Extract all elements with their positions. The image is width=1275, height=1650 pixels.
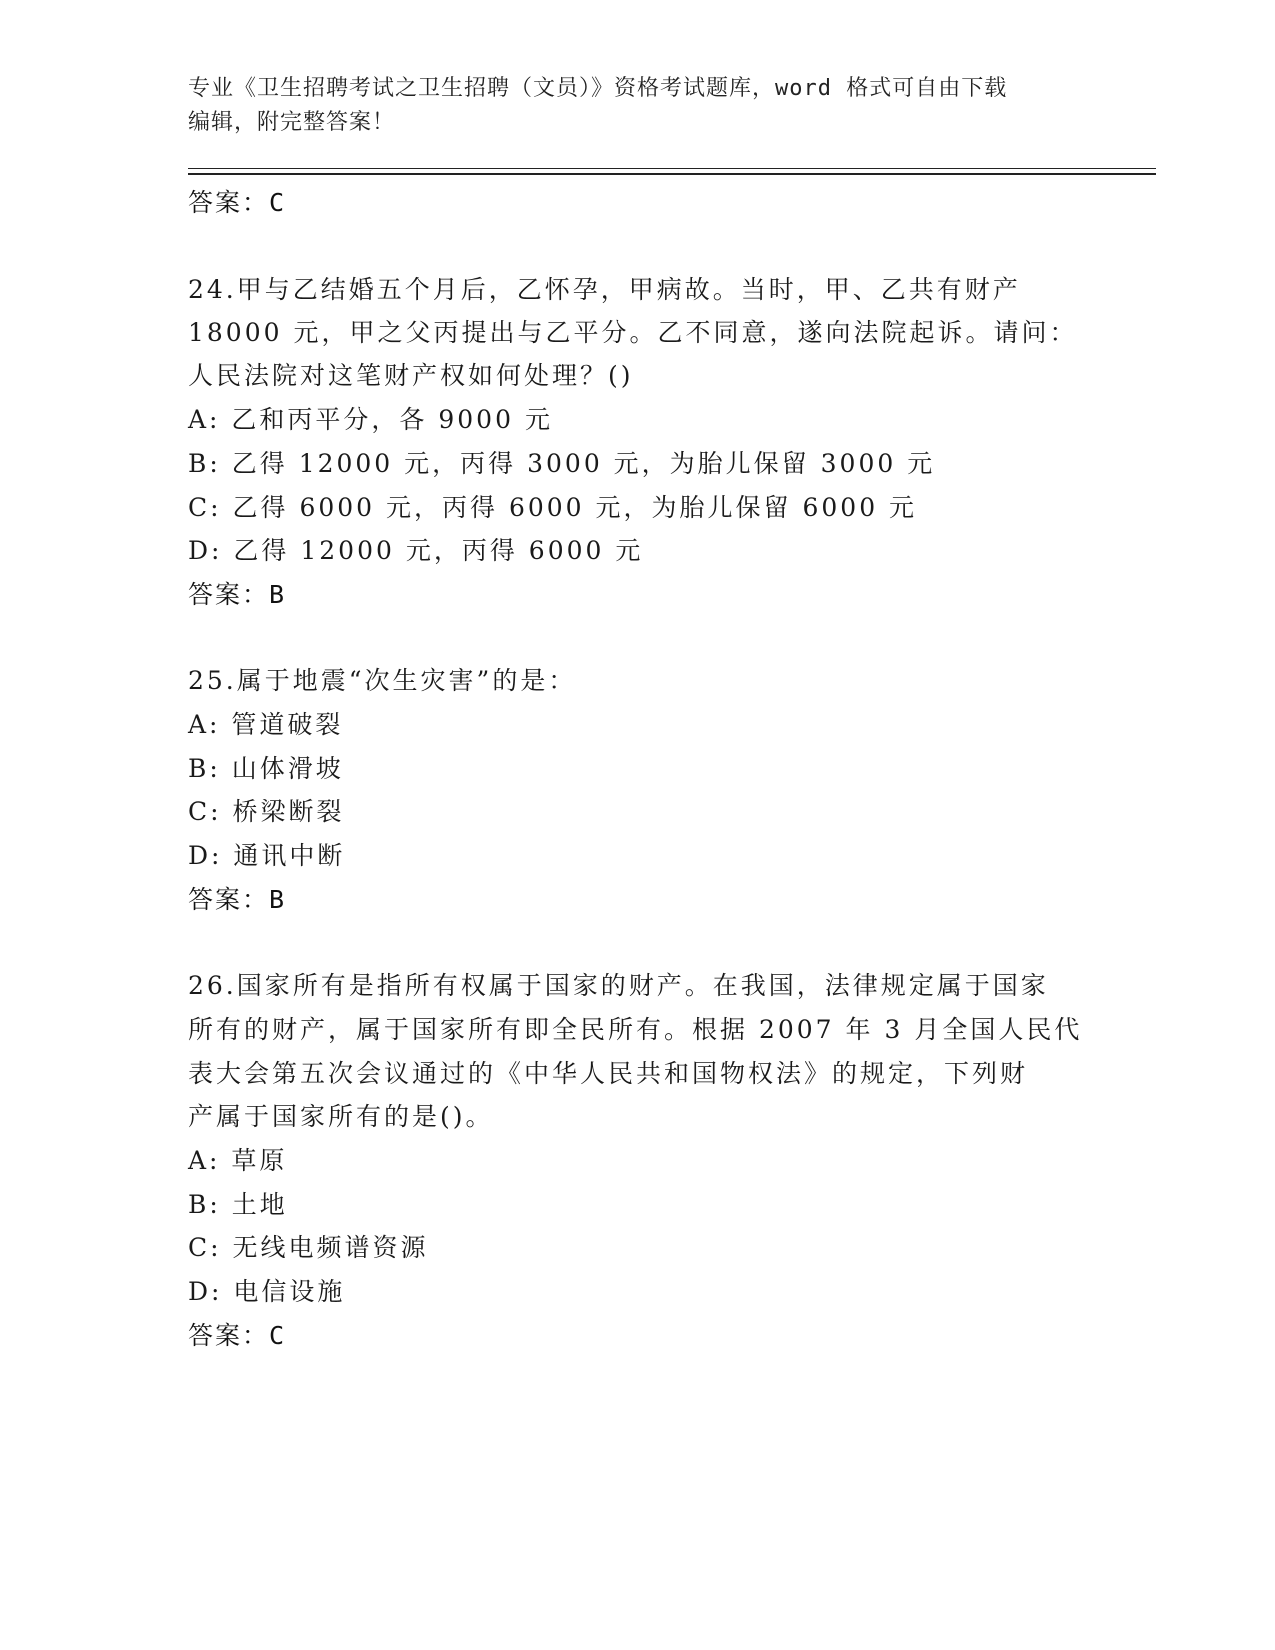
q25-answer: 答案：B [188, 885, 287, 914]
q26-option-c: C: 无线电频谱资源 [188, 1233, 429, 1262]
q25-option-d: D: 通讯中断 [188, 841, 346, 870]
q26-stem-line-4: 产属于国家所有的是()。 [188, 1102, 494, 1131]
q26-option-a: A: 草原 [188, 1146, 288, 1175]
page-header [188, 72, 1088, 140]
q25-option-b: B: 山体滑坡 [188, 754, 344, 783]
header-line-2: 编辑，附完整答案！ [188, 110, 396, 135]
q25-option-a: A: 管道破裂 [188, 710, 344, 739]
q24-option-a: A: 乙和丙平分，各 9000 元 [188, 405, 553, 434]
q25-option-c: C: 桥梁断裂 [188, 797, 345, 826]
q24-answer: 答案：B [188, 580, 287, 609]
q26-option-d: D: 电信设施 [188, 1277, 346, 1306]
answer-prev: 答案：C [188, 188, 287, 217]
q25-stem-line-1: 25.属于地震“次生灾害”的是： [188, 666, 577, 695]
q26-answer: 答案：C [188, 1321, 287, 1350]
header-line-1: 专业《卫生招聘考试之卫生招聘（文员）》资格考试题库，word 格式可自由下载 [188, 76, 1008, 101]
q26-stem-line-2: 所有的财产，属于国家所有即全民所有。根据 2007 年 3 月全国人民代 [188, 1015, 1083, 1044]
q24-option-c: C: 乙得 6000 元，丙得 6000 元，为胎儿保留 6000 元 [188, 493, 918, 522]
q26-stem-line-3: 表大会第五次会议通过的《中华人民共和国物权法》的规定，下列财 [188, 1059, 1029, 1088]
q24-stem-line-3: 人民法院对这笔财产权如何处理？() [188, 361, 634, 390]
q26-option-b: B: 土地 [188, 1190, 288, 1219]
q24-option-d: D: 乙得 12000 元，丙得 6000 元 [188, 536, 644, 565]
q24-stem-line-2: 18000 元，甲之父丙提出与乙平分。乙不同意，遂向法院起诉。请问： [188, 318, 1078, 347]
header-rule-bottom [188, 173, 1156, 175]
q26-stem-line-1: 26.国家所有是指所有权属于国家的财产。在我国，法律规定属于国家 [188, 971, 1049, 1000]
q24-stem-line-1: 24.甲与乙结婚五个月后，乙怀孕，甲病故。当时，甲、乙共有财产 [188, 275, 1021, 304]
q24-option-b: B: 乙得 12000 元，丙得 3000 元，为胎儿保留 3000 元 [188, 449, 936, 478]
header-rule-top [188, 168, 1156, 169]
